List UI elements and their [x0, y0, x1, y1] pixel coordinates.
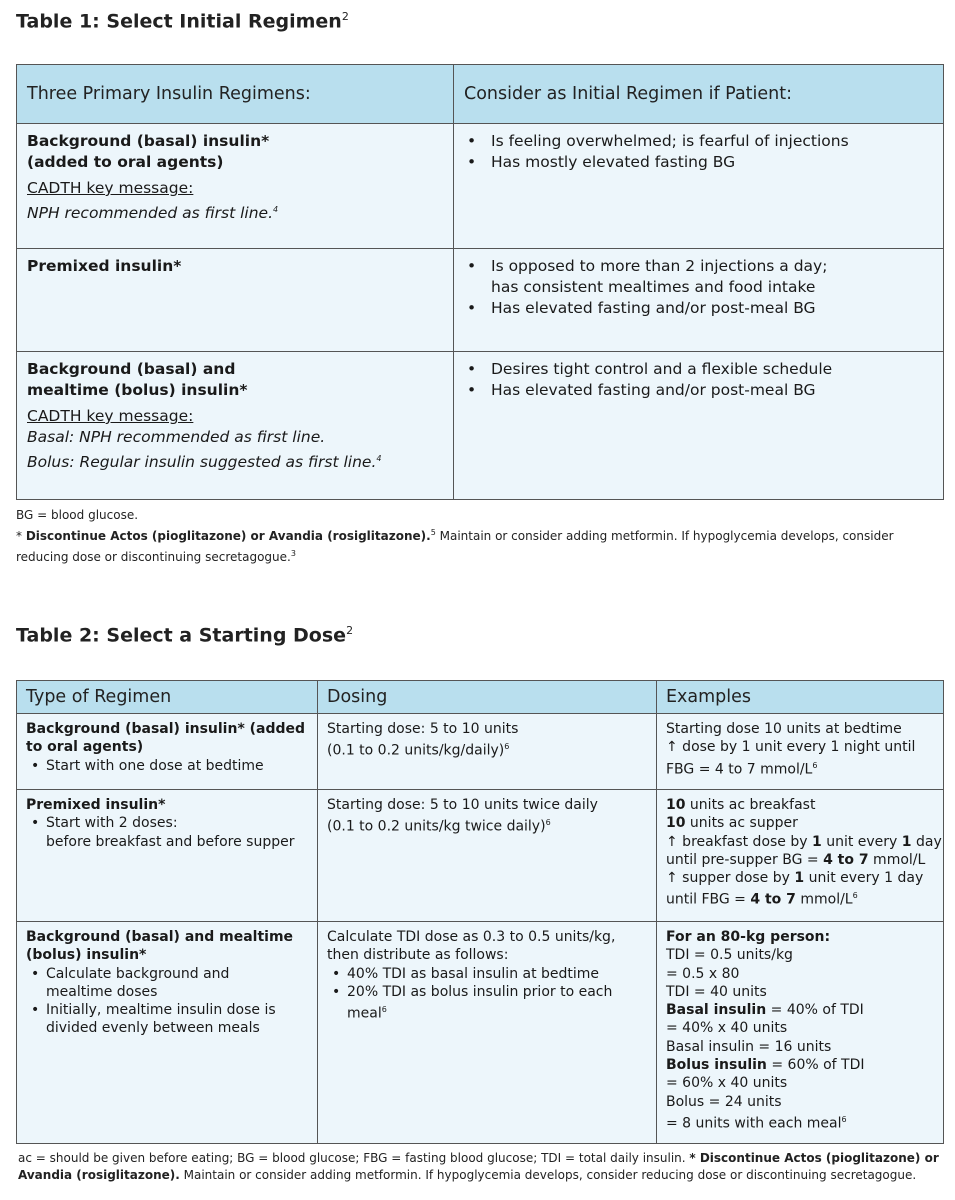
consider-cell	[454, 249, 944, 352]
column-header-consider: Consider as Initial Regimen if Patient:	[454, 65, 944, 124]
table2-footnote: ac = should be given before eating; BG = blood glucose; FBG = fasting blood glucose; TDI = total daily insulin. * Discontinue Actos (pioglitazone) or Avandia (rosiglitazone). Maintain or consider adding metformin. If hypoglycemia develops, consider reducing dose or discontinuing secretagogue.	[18, 1151, 939, 1182]
type-cell: Premixed insulin* • Start with 2 doses: before breakfast and before supper	[17, 790, 318, 922]
list-item: • Has elevated fasting and/or post-meal BG	[464, 298, 933, 319]
column-header-type: Type of Regimen	[17, 681, 318, 714]
regimen-cell: Background (basal) and mealtime (bolus) insulin* CADTH key message: Basal: NPH recommended as first line. Bolus: Regular insulin suggested as first line.$^4$	[17, 352, 454, 500]
starting-dose-table	[16, 680, 944, 1144]
table1-footnote: BG = blood glucose. * Discontinue Actos (pioglitazone) or Avandia (rosiglitazone).$^5$ Maintain or consider adding metformin. If hypoglycemia develops, consider reducing dose or discontinuing secretagogue.$^3$	[16, 508, 894, 564]
table-row	[17, 249, 944, 352]
list-item: • Desires tight control and a flexible schedule	[464, 359, 933, 380]
examples-cell: Starting dose 10 units at bedtime ↑ dose by 1 unit every 1 night until FBG = 4 to 7 mmol/$L^6$	[657, 714, 944, 790]
list-item: • Has mostly elevated fasting BG	[464, 152, 933, 173]
list-item: • 20% TDI as bolus insulin prior to each meal$^6$	[327, 983, 647, 1023]
type-cell: Background (basal) and mealtime (bolus) insulin* • Calculate background and mealtime doses • Initially, mealtime insulin dose is divided evenly between meals	[17, 922, 318, 1144]
table-row	[17, 352, 944, 500]
column-header-dosing: Dosing	[318, 681, 657, 714]
list-item: • Start with 2 doses: before breakfast and before supper	[26, 814, 308, 851]
consider-cell	[454, 352, 944, 500]
table2-title: Table 2: Select a Starting Dose$^2$	[16, 624, 354, 647]
table-header-row	[17, 681, 944, 714]
table-row	[17, 922, 944, 1144]
examples-cell: For an 80-kg person: TDI = 0.5 units/kg = 0.5 x 80 TDI = 40 units Basal insulin = 40% of TDI = 40% x 40 units Basal insulin = 16 units Bolus insulin = 60% of TDI = 60% x 40 units Bolus = 24 units = 8 units with each meal$^6$	[657, 922, 944, 1144]
column-header-regimens: Three Primary Insulin Regimens:	[17, 65, 454, 124]
table-row	[17, 714, 944, 790]
dosing-cell: Starting dose: 5 to 10 units (0.1 to 0.2 units/kg/daily)$^6$	[318, 714, 657, 790]
consider-cell	[454, 124, 944, 249]
list-item: • Start with one dose at bedtime	[26, 757, 308, 775]
list-item: • Is opposed to more than 2 injections a day; has consistent mealtimes and food intake	[464, 256, 933, 298]
type-cell: Background (basal) insulin* (added to oral agents) • Start with one dose at bedtime	[17, 714, 318, 790]
initial-regimen-table	[16, 64, 944, 500]
regimen-cell: Premixed insulin*	[17, 249, 454, 352]
dosing-cell: Calculate TDI dose as 0.3 to 0.5 units/kg, then distribute as follows: • 40% TDI as basal insulin at bedtime • 20% TDI as bolus insulin prior to each meal$^6$	[318, 922, 657, 1144]
list-item: • Is feeling overwhelmed; is fearful of injections	[464, 131, 933, 152]
list-item: • Has elevated fasting and/or post-meal BG	[464, 380, 933, 401]
list-item: • Initially, mealtime insulin dose is divided evenly between meals	[26, 1001, 308, 1038]
key-message-label: CADTH key message:	[27, 179, 194, 197]
list-item: • 40% TDI as basal insulin at bedtime	[327, 965, 647, 983]
dosing-cell: Starting dose: 5 to 10 units twice daily (0.1 to 0.2 units/kg twice daily)$^6$	[318, 790, 657, 922]
regimen-cell: Background (basal) insulin* (added to oral agents) CADTH key message: NPH recommended as first line.$^4$	[17, 124, 454, 249]
key-message-label: CADTH key message:	[27, 407, 194, 425]
table-row	[17, 124, 944, 249]
table1-title: Table 1: Select Initial Regimen$^2$	[16, 10, 349, 33]
examples-cell: 10 units ac breakfast 10 units ac supper ↑ breakfast dose by 1 unit every 1 day until pre-supper BG = 4 to 7 mmol/L ↑ supper dose by 1 unit every 1 day until FBG = 4 to 7 mmol/$L^6$	[657, 790, 944, 922]
list-item: • Calculate background and mealtime doses	[26, 965, 308, 1002]
table-row	[17, 790, 944, 922]
column-header-examples: Examples	[657, 681, 944, 714]
table-header-row	[17, 65, 944, 124]
